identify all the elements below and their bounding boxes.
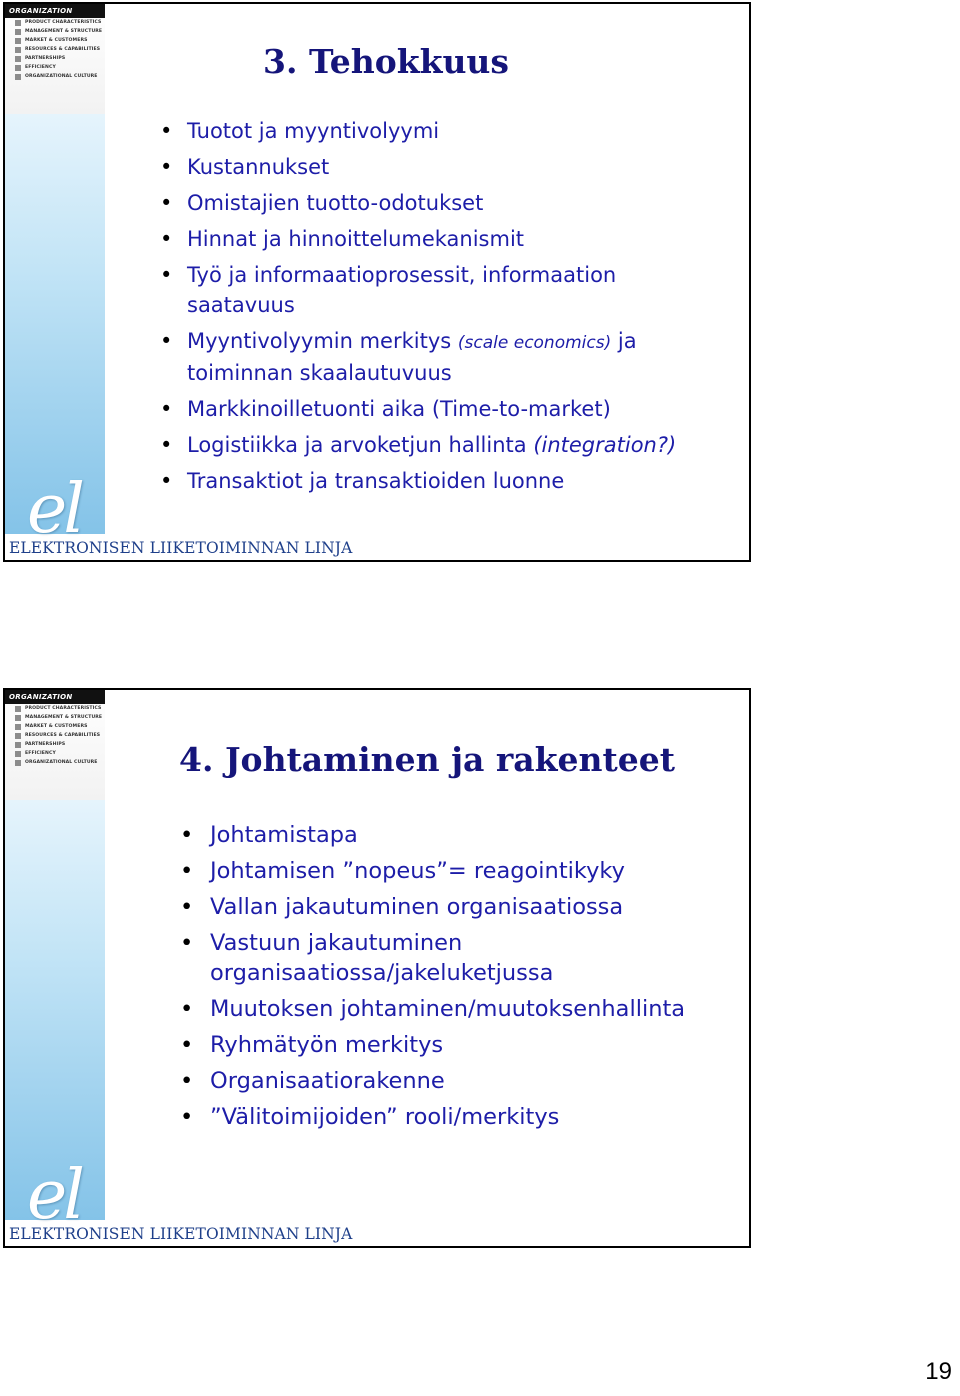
square-bullet-icon [15, 715, 21, 721]
bullet-item: • Vastuun jakautuminen organisaatiossa/jakeluketjussa [180, 928, 740, 988]
bullet-list [160, 116, 720, 502]
org-menu-item: EFFICIENCY [15, 63, 105, 72]
org-menu-item: MARKET & CUSTOMERS [15, 722, 105, 731]
slide-4-johtaminen [3, 688, 751, 1248]
bullet-item: • Myyntivolyymin merkitys (scale economics) ja toiminnan skaalautuvuus [160, 326, 720, 388]
organization-header: ORGANIZATION [5, 690, 105, 704]
bullet-item: • Tuotot ja myyntivolyymi [160, 116, 720, 146]
square-bullet-icon [15, 760, 21, 766]
bullet-item: • Muutoksen johtaminen/muutoksenhallinta [180, 994, 740, 1024]
org-menu-item: PARTNERSHIPS [15, 740, 105, 749]
organization-menu [5, 4, 105, 114]
square-bullet-icon [15, 38, 21, 44]
square-bullet-icon [15, 706, 21, 712]
bullet-item: • Ryhmätyön merkitys [180, 1030, 740, 1060]
logo-text: ELEKTRONISEN LIIKETOIMINNAN LINJA [9, 1225, 353, 1243]
org-menu-item: EFFICIENCY [15, 749, 105, 758]
org-menu-item: PRODUCT CHARACTERISTICS [15, 704, 105, 713]
square-bullet-icon [15, 751, 21, 757]
page-number: 19 [925, 1358, 952, 1385]
slide-3-tehokkuus [3, 2, 751, 562]
square-bullet-icon [15, 742, 21, 748]
decorative-blue-bar [5, 780, 105, 1220]
bullet-item: • Vallan jakautuminen organisaatiossa [180, 892, 740, 922]
square-bullet-icon [15, 65, 21, 71]
bullet-item: • ”Välitoimijoiden” rooli/merkitys [180, 1102, 740, 1132]
el-logo-mark: el [27, 470, 81, 549]
org-menu-item: RESOURCES & CAPABILITIES [15, 731, 105, 740]
bullet-item: • Johtamisen ”nopeus”= reagointikyky [180, 856, 740, 886]
bullet-item: • Markkinoilletuonti aika (Time-to-market) [160, 394, 720, 424]
organization-menu [5, 690, 105, 800]
bullet-item: • Kustannukset [160, 152, 720, 182]
square-bullet-icon [15, 47, 21, 53]
slide-title: 3. Tehokkuus [263, 42, 510, 81]
decorative-blue-bar [5, 94, 105, 534]
logo-text: ELEKTRONISEN LIIKETOIMINNAN LINJA [9, 539, 353, 557]
square-bullet-icon [15, 56, 21, 62]
bullet-item: • Hinnat ja hinnoittelumekanismit [160, 224, 720, 254]
bullet-item: • Omistajien tuotto-odotukset [160, 188, 720, 218]
org-menu-item: MARKET & CUSTOMERS [15, 36, 105, 45]
org-menu-item: PRODUCT CHARACTERISTICS [15, 18, 105, 27]
square-bullet-icon [15, 29, 21, 35]
slide-title: 4. Johtaminen ja rakenteet [179, 740, 676, 779]
square-bullet-icon [15, 724, 21, 730]
org-menu-item: MANAGEMENT & STRUCTURE [15, 27, 105, 36]
organization-header: ORGANIZATION [5, 4, 105, 18]
bullet-item: • Johtamistapa [180, 820, 740, 850]
el-logo-mark: el [27, 1156, 81, 1235]
org-menu-item: MANAGEMENT & STRUCTURE [15, 713, 105, 722]
bullet-item: • Logistiikka ja arvoketjun hallinta (integration?) [160, 430, 720, 460]
bullet-item: • Työ ja informaatioprosessit, informaation saatavuus [160, 260, 720, 320]
bullet-item: • Transaktiot ja transaktioiden luonne [160, 466, 720, 496]
bullet-item: • Organisaatiorakenne [180, 1066, 740, 1096]
org-menu-item: RESOURCES & CAPABILITIES [15, 45, 105, 54]
square-bullet-icon [15, 20, 21, 26]
org-menu-item: ORGANIZATIONAL CULTURE [15, 72, 105, 81]
org-menu-item: ORGANIZATIONAL CULTURE [15, 758, 105, 767]
square-bullet-icon [15, 74, 21, 80]
square-bullet-icon [15, 733, 21, 739]
bullet-list [180, 820, 740, 1138]
org-menu-item: PARTNERSHIPS [15, 54, 105, 63]
